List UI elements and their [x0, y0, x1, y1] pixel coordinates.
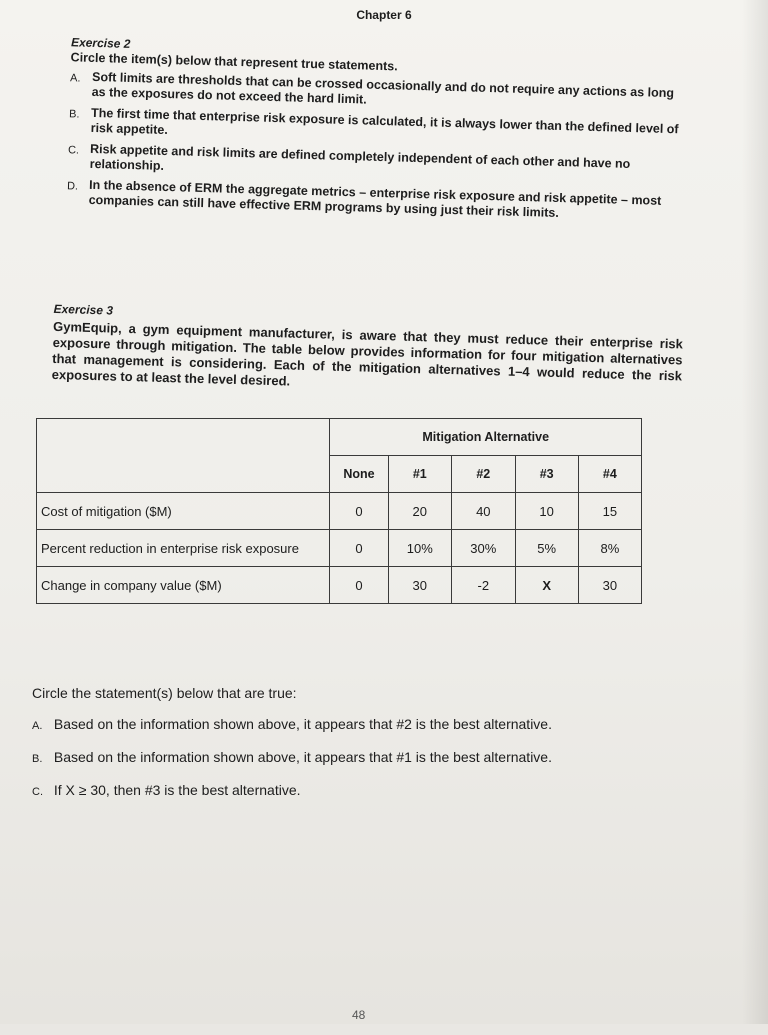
table-row — [37, 530, 642, 567]
item-text: The first time that enterprise risk exposure is calculated, it is always lower than the defined level of risk appetite. — [90, 105, 679, 138]
item-text: Risk appetite and risk limits are defined completely independent of each other and have no relationship. — [89, 141, 631, 173]
item-letter: B. — [68, 108, 80, 121]
table-cell: 20 — [388, 493, 452, 530]
row-label: Percent reduction in enterprise risk exposure — [37, 530, 330, 567]
column-header-2: #2 — [452, 456, 516, 493]
table-group-header-row — [37, 419, 642, 456]
exercise-3-text: GymEquip, a gym equipment manufacturer, is aware that they must reduce their enterprise risk exposure through mitigation. The table below provides information for four mitigation alternatives that management is considering. Each of the mitigation alternatives 1–4 would reduce the risk exposures to at least the level desired. — [51, 318, 684, 389]
column-header-3: #3 — [515, 456, 578, 493]
question-intro: Circle the statement(s) below that are true: — [32, 685, 297, 701]
question-block — [32, 678, 652, 808]
table-cell: X — [515, 567, 578, 604]
item-letter: A. — [69, 72, 81, 85]
mitigation-table — [36, 418, 642, 604]
item-text: In the absence of ERM the aggregate metrics – enterprise risk exposure and risk appetite – most companies can still have effective ERM programs by using just their risk limits. — [88, 177, 662, 220]
item-text: Based on the information shown above, it appears that #2 is the best alternative. — [53, 716, 552, 732]
row-label: Cost of mitigation ($M) — [37, 493, 330, 530]
item-text: Based on the information shown above, it appears that #1 is the best alternative. — [53, 749, 552, 765]
exercise-2 — [66, 35, 681, 230]
table-cell: 8% — [578, 530, 641, 567]
table-row — [37, 493, 642, 530]
exercise-3 — [52, 301, 684, 401]
item-text: If X ≥ 30, then #3 is the best alternative. — [53, 782, 301, 798]
table-cell: 0 — [330, 493, 388, 530]
table-group-header: Mitigation Alternative — [330, 419, 642, 456]
exercise-2-title: Exercise 2 — [70, 35, 131, 51]
item-letter: B. — [32, 753, 43, 765]
item-letter: A. — [32, 720, 43, 732]
column-header-none: None — [330, 456, 388, 493]
table-cell: 30% — [452, 530, 516, 567]
item-letter: D. — [66, 180, 79, 193]
table-cell: 10 — [515, 493, 578, 530]
item-letter: C. — [67, 144, 80, 157]
table-cell: 10% — [388, 530, 452, 567]
table-cell: -2 — [452, 567, 516, 604]
question-item-c — [32, 775, 652, 808]
chapter-heading: Chapter 6 — [356, 8, 412, 22]
table-cell: 30 — [388, 567, 452, 604]
page-number: 48 — [352, 1008, 366, 1022]
row-label: Change in company value ($M) — [37, 567, 330, 604]
table-cell: 40 — [452, 493, 516, 530]
column-header-4: #4 — [578, 456, 641, 493]
table-cell: 0 — [330, 530, 388, 567]
table-blank-cell — [37, 456, 330, 493]
table-cell: 5% — [515, 530, 578, 567]
column-header-1: #1 — [388, 456, 452, 493]
exercise-2-intro: Circle the item(s) below that represent true statements. — [70, 50, 398, 74]
table-cell: 30 — [578, 567, 641, 604]
exercise-3-title: Exercise 3 — [53, 301, 114, 318]
table-cell: 15 — [578, 493, 641, 530]
table-row — [37, 567, 642, 604]
item-letter: C. — [32, 786, 43, 798]
table-column-header-row — [37, 456, 642, 493]
item-text: Soft limits are thresholds that can be crossed occasionally and do not require any actions as long as the exposures do not exceed the hard limit. — [91, 69, 675, 107]
question-item-b — [32, 742, 652, 775]
table-cell: 0 — [330, 567, 388, 604]
question-item-a — [32, 709, 652, 742]
table-blank-cell — [37, 419, 330, 456]
